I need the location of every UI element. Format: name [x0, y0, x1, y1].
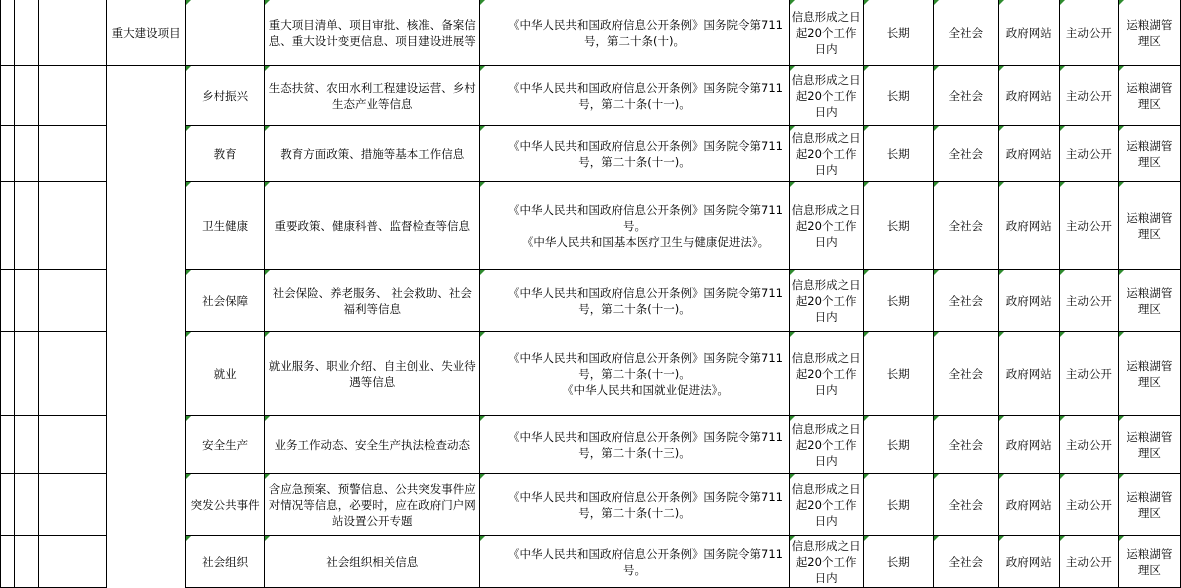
- left-margin-cell[interactable]: [15, 126, 39, 182]
- left-margin-cell[interactable]: [39, 0, 107, 66]
- basis-line: [482, 429, 786, 461]
- scope-cell[interactable]: 全社会: [933, 416, 998, 474]
- period-cell[interactable]: 长期: [863, 416, 933, 474]
- time-limit-cell[interactable]: 信息形成之日起20个工作日内: [789, 270, 863, 332]
- method-cell[interactable]: 主动公开: [1059, 126, 1118, 182]
- period-cell[interactable]: 长期: [863, 126, 933, 182]
- time-limit-cell[interactable]: 信息形成之日起20个工作日内: [789, 66, 863, 126]
- channel-cell[interactable]: 政府网站: [998, 416, 1059, 474]
- left-margin-cell[interactable]: [1, 182, 15, 270]
- left-margin-cell[interactable]: [39, 332, 107, 416]
- basis-cell[interactable]: [480, 332, 789, 416]
- method-cell[interactable]: 主动公开: [1059, 182, 1118, 270]
- channel-cell[interactable]: 政府网站: [998, 474, 1059, 536]
- left-margin-cell[interactable]: [15, 66, 39, 126]
- scope-cell[interactable]: 全社会: [933, 66, 998, 126]
- unit-cell[interactable]: 运粮湖管理区: [1118, 270, 1180, 332]
- period-cell[interactable]: 长期: [863, 66, 933, 126]
- left-margin-cell[interactable]: [39, 536, 107, 588]
- channel-cell[interactable]: 政府网站: [998, 0, 1059, 66]
- unit-cell[interactable]: 运粮湖管理区: [1118, 332, 1180, 416]
- content-cell[interactable]: 社会组织相关信息: [265, 536, 480, 588]
- scope-cell[interactable]: 全社会: [933, 536, 998, 588]
- basis-line: [482, 382, 786, 398]
- item-cell[interactable]: 突发公共事件: [186, 474, 265, 536]
- left-margin-cell[interactable]: [1, 474, 15, 536]
- basis-text: 《中华人民共和国政府信息公开条例》国务院令第711号，第二十条(十一)。: [508, 285, 783, 316]
- scope-cell[interactable]: 全社会: [933, 474, 998, 536]
- channel-cell[interactable]: 政府网站: [998, 270, 1059, 332]
- left-margin-cell[interactable]: [39, 416, 107, 474]
- basis-cell[interactable]: [480, 0, 789, 66]
- left-margin-cell[interactable]: [1, 332, 15, 416]
- content-cell[interactable]: 重大项目清单、项目审批、核准、备案信息、重大设计变更信息、项目建设进展等: [265, 0, 480, 66]
- scope-cell[interactable]: 全社会: [933, 0, 998, 66]
- basis-text: 《中华人民共和国政府信息公开条例》国务院令第711号。: [508, 546, 783, 577]
- left-margin-cell[interactable]: [15, 474, 39, 536]
- basis-line: [482, 234, 786, 250]
- basis-line: [482, 138, 786, 170]
- method-cell[interactable]: 主动公开: [1059, 474, 1118, 536]
- basis-text: 《中华人民共和国政府信息公开条例》国务院令第711号。: [508, 202, 783, 233]
- content-cell[interactable]: 社会保险、养老服务、 社会救助、社会福利等信息: [265, 270, 480, 332]
- left-margin-cell[interactable]: [39, 66, 107, 126]
- left-margin-cell[interactable]: [15, 536, 39, 588]
- left-margin-cell[interactable]: [15, 270, 39, 332]
- time-limit-cell[interactable]: 信息形成之日起20个工作日内: [789, 536, 863, 588]
- basis-line: [482, 546, 786, 578]
- item-cell[interactable]: 安全生产: [186, 416, 265, 474]
- channel-cell[interactable]: 政府网站: [998, 126, 1059, 182]
- time-limit-cell[interactable]: 信息形成之日起20个工作日内: [789, 0, 863, 66]
- scope-cell[interactable]: 全社会: [933, 332, 998, 416]
- period-cell[interactable]: 长期: [863, 182, 933, 270]
- basis-text: 《中华人民共和国政府信息公开条例》国务院令第711号，第二十条(十)。: [508, 17, 783, 48]
- left-margin-cell[interactable]: [1, 0, 15, 66]
- item-cell[interactable]: 教育: [186, 126, 265, 182]
- basis-cell[interactable]: [480, 182, 789, 270]
- item-cell[interactable]: [186, 0, 265, 66]
- unit-cell[interactable]: 运粮湖管理区: [1118, 126, 1180, 182]
- left-margin-cell[interactable]: [15, 416, 39, 474]
- basis-text: 《中华人民共和国政府信息公开条例》国务院令第711号，第二十条(十二)。: [508, 489, 783, 520]
- unit-cell[interactable]: 运粮湖管理区: [1118, 0, 1180, 66]
- unit-cell[interactable]: 运粮湖管理区: [1118, 182, 1180, 270]
- basis-text: 《中华人民共和国就业促进法》。: [562, 382, 729, 397]
- left-margin-cell[interactable]: [15, 0, 39, 66]
- basis-text: 《中华人民共和国政府信息公开条例》国务院令第711号，第二十条(十一)。: [508, 350, 783, 381]
- content-cell[interactable]: 生态扶贫、农田水利工程建设运营、乡村生态产业等信息: [265, 66, 480, 126]
- time-limit-cell[interactable]: 信息形成之日起20个工作日内: [789, 126, 863, 182]
- channel-cell[interactable]: 政府网站: [998, 182, 1059, 270]
- method-cell[interactable]: 主动公开: [1059, 0, 1118, 66]
- unit-cell[interactable]: 运粮湖管理区: [1118, 536, 1180, 588]
- left-margin-cell[interactable]: [1, 126, 15, 182]
- basis-text: 《中华人民共和国政府信息公开条例》国务院令第711号，第二十条(十一)。: [508, 138, 783, 169]
- left-margin-cell[interactable]: [15, 332, 39, 416]
- basis-line: [482, 80, 786, 112]
- method-cell[interactable]: 主动公开: [1059, 66, 1118, 126]
- content-cell[interactable]: 业务工作动态、安全生产执法检查动态: [265, 416, 480, 474]
- basis-cell[interactable]: [480, 536, 789, 588]
- table-row: [1, 66, 1181, 126]
- method-cell[interactable]: 主动公开: [1059, 416, 1118, 474]
- content-cell[interactable]: 含应急预案、预警信息、公共突发事件应对情况等信息，必要时，应在政府门户网站设置公开专题: [265, 474, 480, 536]
- period-cell[interactable]: 长期: [863, 332, 933, 416]
- channel-cell[interactable]: 政府网站: [998, 332, 1059, 416]
- basis-cell[interactable]: [480, 270, 789, 332]
- content-cell[interactable]: 重要政策、健康科普、监督检查等信息: [265, 182, 480, 270]
- category-cell[interactable]: [107, 66, 186, 588]
- period-cell[interactable]: 长期: [863, 536, 933, 588]
- unit-cell[interactable]: 运粮湖管理区: [1118, 474, 1180, 536]
- basis-line: [482, 202, 786, 234]
- unit-cell[interactable]: 运粮湖管理区: [1118, 416, 1180, 474]
- basis-line: [482, 350, 786, 382]
- method-cell[interactable]: 主动公开: [1059, 270, 1118, 332]
- left-margin-cell[interactable]: [39, 126, 107, 182]
- left-margin-cell[interactable]: [15, 182, 39, 270]
- left-margin-cell[interactable]: [1, 66, 15, 126]
- basis-line: [482, 489, 786, 521]
- content-cell[interactable]: 教育方面政策、措施等基本工作信息: [265, 126, 480, 182]
- scope-cell[interactable]: 全社会: [933, 126, 998, 182]
- left-margin-cell[interactable]: [39, 182, 107, 270]
- time-limit-cell[interactable]: 信息形成之日起20个工作日内: [789, 416, 863, 474]
- time-limit-cell[interactable]: 信息形成之日起20个工作日内: [789, 474, 863, 536]
- basis-cell[interactable]: [480, 474, 789, 536]
- item-cell[interactable]: 就业: [186, 332, 265, 416]
- period-cell[interactable]: 长期: [863, 0, 933, 66]
- left-margin-cell[interactable]: [1, 416, 15, 474]
- basis-line: [482, 285, 786, 317]
- period-cell[interactable]: 长期: [863, 270, 933, 332]
- category-cell[interactable]: 重大建设项目: [107, 0, 186, 66]
- item-cell[interactable]: 社会保障: [186, 270, 265, 332]
- basis-cell[interactable]: [480, 126, 789, 182]
- scope-cell[interactable]: 全社会: [933, 270, 998, 332]
- item-cell[interactable]: 乡村振兴: [186, 66, 265, 126]
- scope-cell[interactable]: 全社会: [933, 182, 998, 270]
- basis-cell[interactable]: [480, 66, 789, 126]
- basis-line: [482, 17, 786, 49]
- item-cell[interactable]: 卫生健康: [186, 182, 265, 270]
- content-cell[interactable]: 就业服务、职业介绍、自主创业、失业待遇等信息: [265, 332, 480, 416]
- table-row: [1, 0, 1181, 66]
- basis-cell[interactable]: [480, 416, 789, 474]
- left-margin-cell[interactable]: [39, 474, 107, 536]
- time-limit-cell[interactable]: 信息形成之日起20个工作日内: [789, 332, 863, 416]
- left-margin-cell[interactable]: [1, 270, 15, 332]
- method-cell[interactable]: 主动公开: [1059, 332, 1118, 416]
- left-margin-cell[interactable]: [1, 536, 15, 588]
- time-limit-cell[interactable]: 信息形成之日起20个工作日内: [789, 182, 863, 270]
- basis-text: 《中华人民共和国政府信息公开条例》国务院令第711号，第二十条(十一)。: [508, 80, 783, 111]
- period-cell[interactable]: 长期: [863, 474, 933, 536]
- basis-text: 《中华人民共和国基本医疗卫生与健康促进法》。: [521, 234, 770, 249]
- left-margin-cell[interactable]: [39, 270, 107, 332]
- channel-cell[interactable]: 政府网站: [998, 536, 1059, 588]
- unit-cell[interactable]: 运粮湖管理区: [1118, 66, 1180, 126]
- item-cell[interactable]: 社会组织: [186, 536, 265, 588]
- channel-cell[interactable]: 政府网站: [998, 66, 1059, 126]
- method-cell[interactable]: 主动公开: [1059, 536, 1118, 588]
- basis-text: 《中华人民共和国政府信息公开条例》国务院令第711号，第二十条(十三)。: [508, 429, 783, 460]
